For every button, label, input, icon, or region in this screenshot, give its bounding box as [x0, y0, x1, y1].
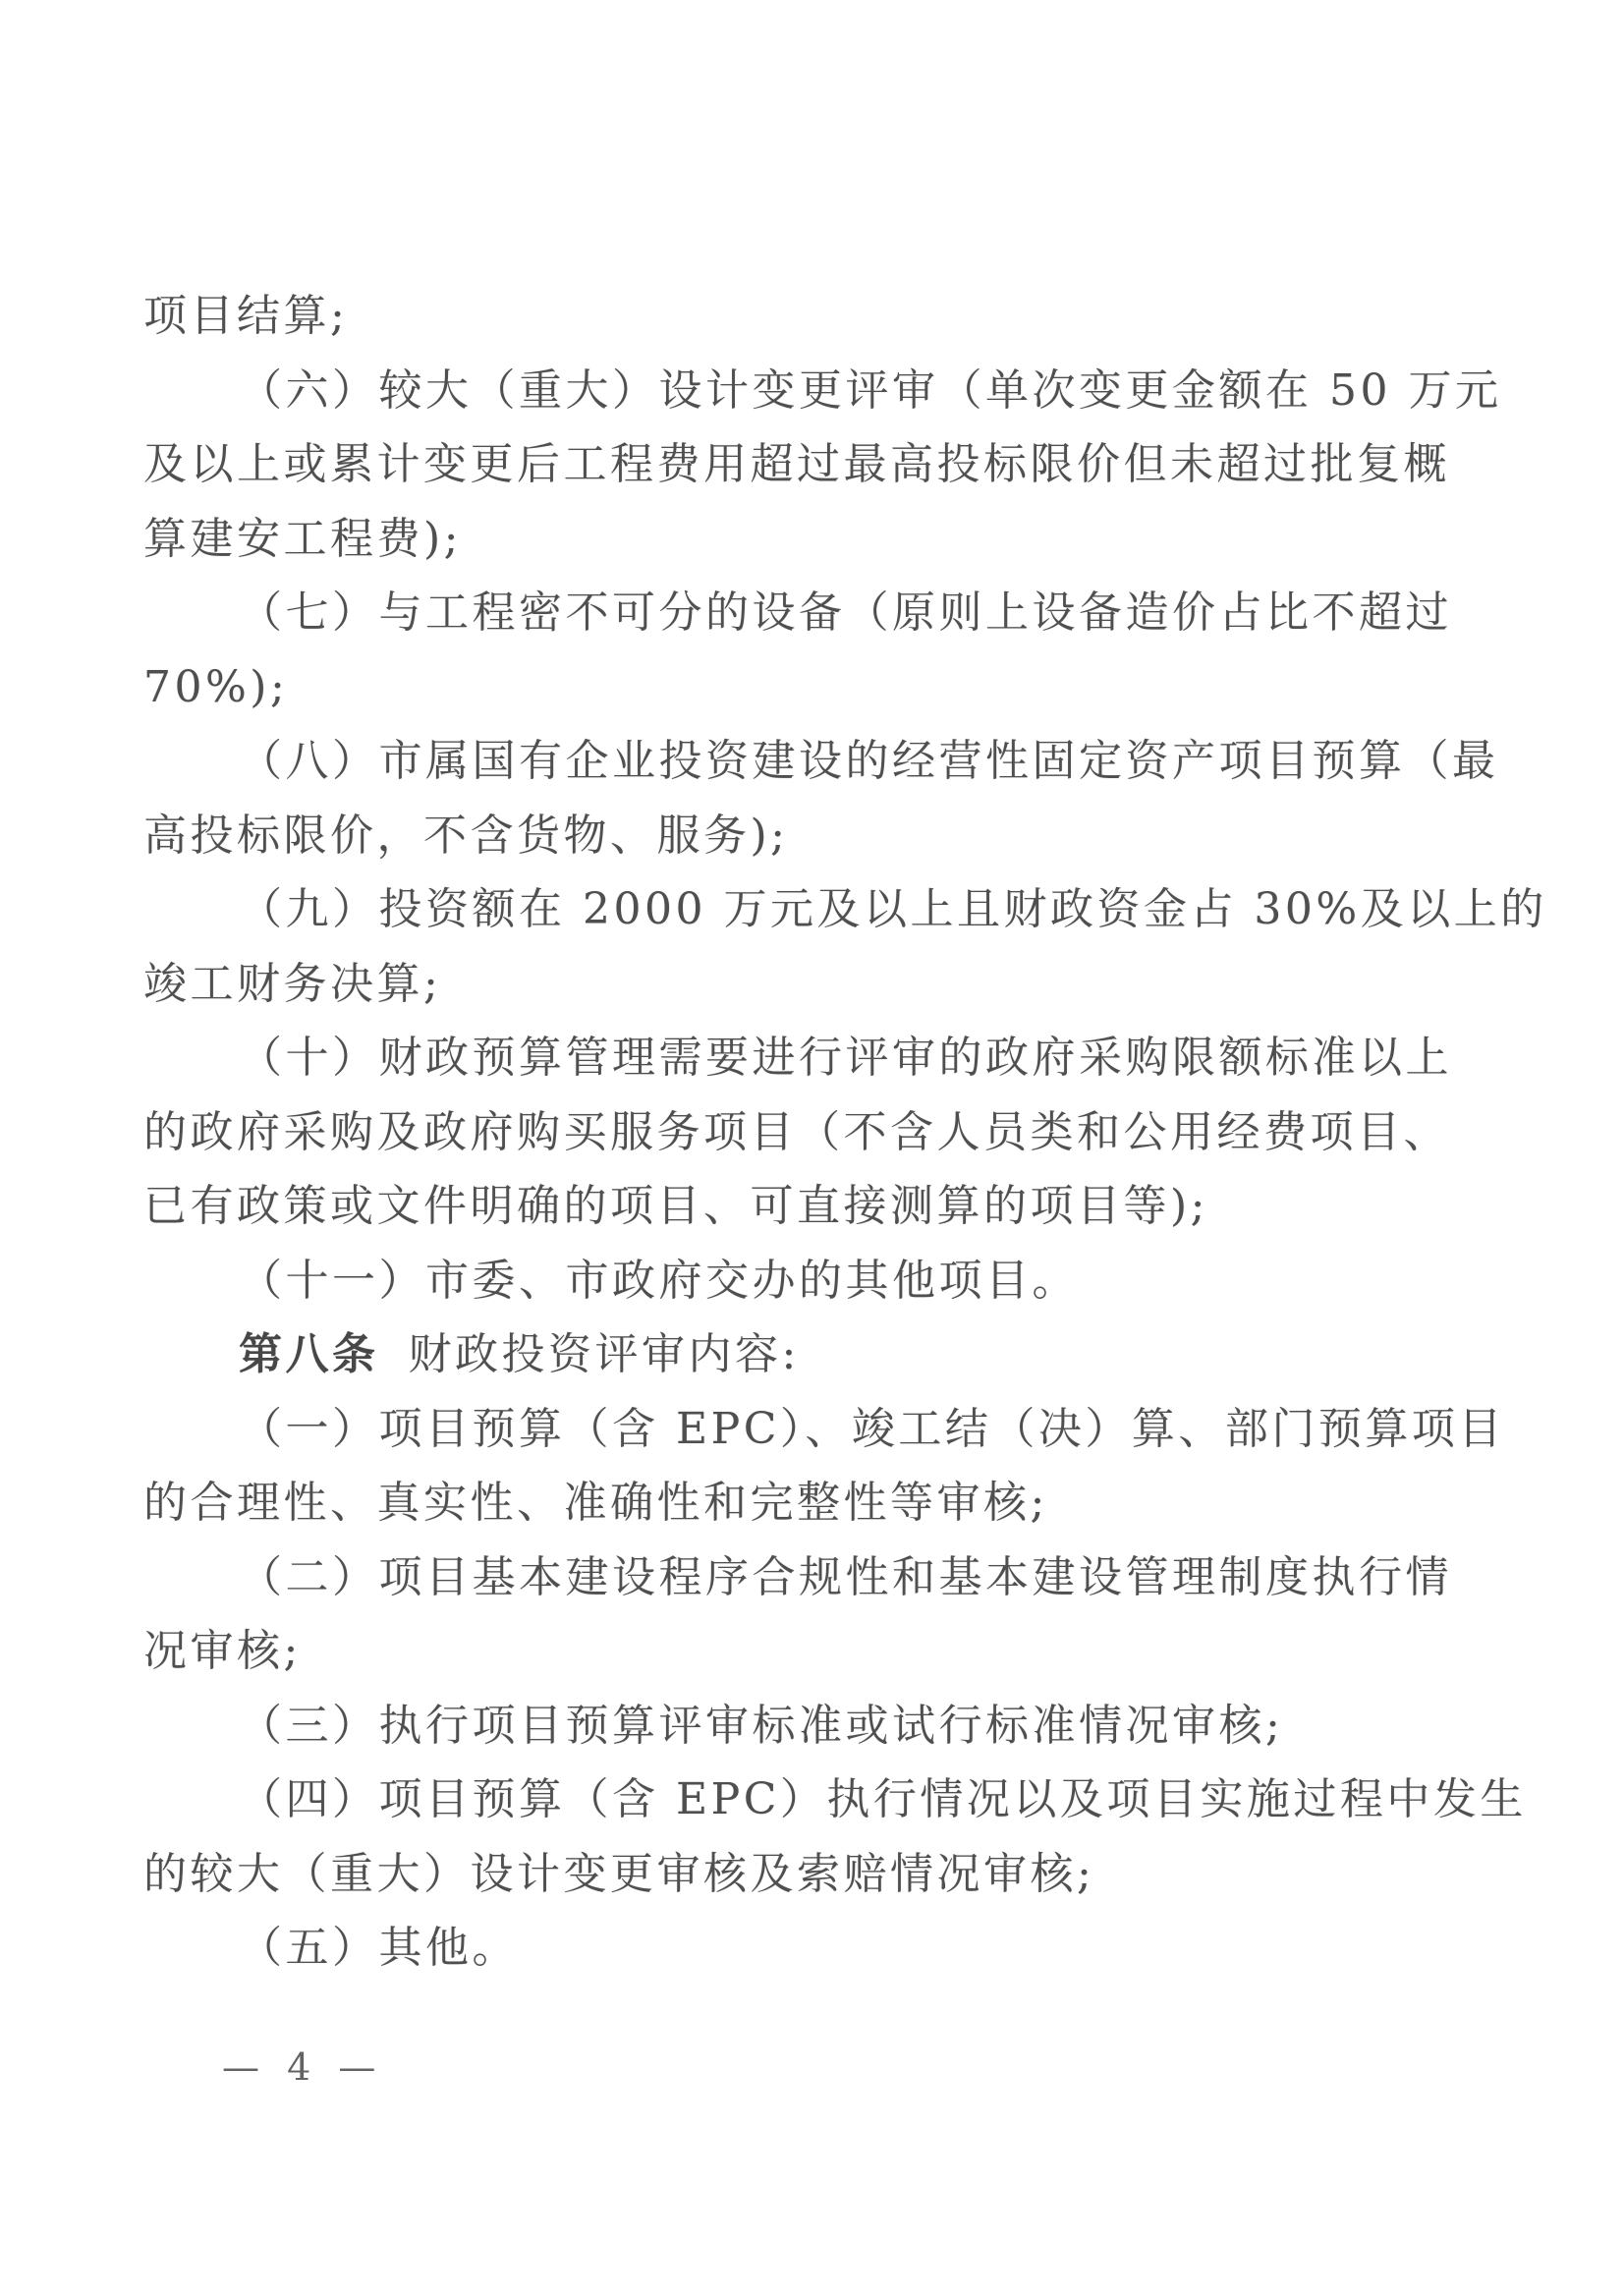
text-line: 的较大（重大）设计变更审核及索赔情况审核;: [143, 1848, 1095, 1899]
text-line: （七）与工程密不可分的设备（原则上设备造价占比不超过: [239, 588, 1452, 638]
page-number: — 4 —: [222, 2045, 384, 2089]
text-line: 项目结算;: [143, 291, 349, 341]
text-line: （九）投资额在 2000 万元及以上且财政资金占 30%及以上的: [239, 884, 1547, 934]
text-line: 的合理性、真实性、准确性和完整性等审核;: [143, 1478, 1048, 1528]
document-body: [143, 279, 1547, 1986]
text-line: （八）市属国有企业投资建设的经营性固定资产项目预算（最: [239, 736, 1499, 786]
text-line: 高投标限价，不含货物、服务);: [143, 810, 789, 861]
article-number-bold: 第八条: [239, 1329, 379, 1379]
text-line: 竣工财务决算;: [143, 958, 442, 1009]
text-line: 70%);: [143, 661, 289, 712]
text-line: （五）其他。: [239, 1923, 519, 1973]
text-line: 况审核;: [143, 1626, 302, 1676]
text-line: （六）较大（重大）设计变更评审（单次变更金额在 50 万元: [239, 364, 1502, 416]
text-line: （一）项目预算（含 EPC）、竣工结（决）算、部门预算项目: [239, 1403, 1505, 1454]
text-line: （四）项目预算（含 EPC）执行情况以及项目实施过程中发生: [239, 1774, 1527, 1824]
text-line: 的政府采购及政府购买服务项目（不含人员类和公用经费项目、: [143, 1106, 1450, 1157]
text-line: （二）项目基本建设程序合规性和基本建设管理制度执行情: [239, 1551, 1452, 1602]
text-line: （十）财政预算管理需要进行评审的政府采购限额标准以上: [239, 1033, 1452, 1083]
text-line: 已有政策或文件明确的项目、可直接测算的项目等);: [143, 1181, 1208, 1231]
article-heading-line: 第八条 财政投资评审内容:: [239, 1329, 800, 1379]
text-line: 算建安工程费);: [143, 513, 462, 564]
text-line: （十一）市委、市政府交办的其他项目。: [239, 1255, 1079, 1306]
text-line: 及以上或累计变更后工程费用超过最高投标限价但未超过批复概: [143, 439, 1450, 489]
text-line: （三）执行项目预算评审标准或试行标准情况审核;: [239, 1700, 1284, 1751]
